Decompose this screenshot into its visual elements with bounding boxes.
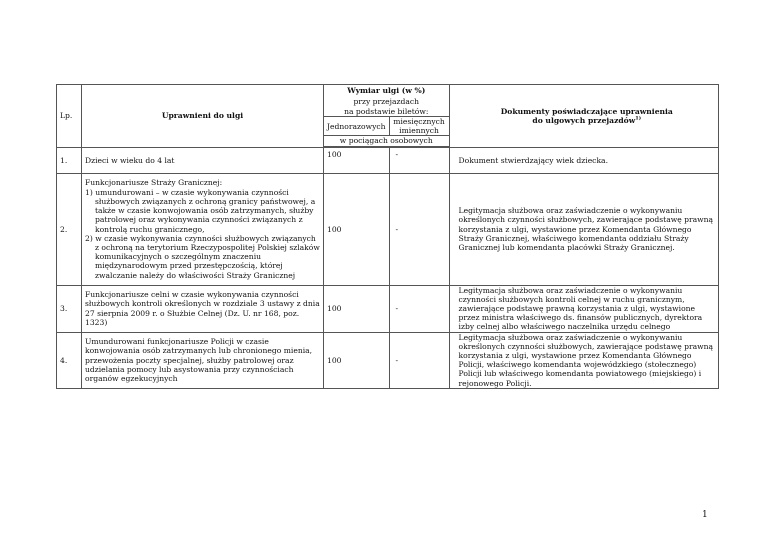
row-dokumenty: Legitymacja służbowa oraz zaświadczenie o wykonywaniu czynności służbowych kontroli celnej w ruchu granicznym, zawierające podstawę prawną korzystania z ulgi, wystawione przez ministra właściwego ds. finansów publicznych, dyrektora izby celnej albo właściwego naczelnika urzędu celnego	[456, 285, 719, 332]
header-dokumenty-line2	[459, 116, 716, 125]
table-row	[57, 147, 719, 173]
header-lp: Lp.	[57, 85, 82, 148]
footnote-mark: 1)	[635, 115, 642, 122]
header-jednorazowych: Jednorazowych	[324, 117, 390, 136]
row-jednorazowych: 100	[324, 147, 390, 173]
header-dokumenty-line1: Dokumenty poświadczające uprawnienia	[500, 106, 673, 116]
row-lp: 2.	[57, 173, 82, 285]
header-na-podstawie: na podstawie biletów:	[324, 107, 450, 117]
relief-table	[56, 84, 719, 389]
row-uprawnieni: Dzieci w wieku do 4 lat	[82, 147, 324, 173]
row-uprawnieni: Funkcjonariusze celni w czasie wykonywania czynności służbowych kontroli określonych w rozdziale 3 ustawy z dnia 27 sierpnia 2009 r. o Służbie Celnej (Dz. U. nr 168, poz. 1323)	[82, 285, 324, 332]
header-miesiecznych: miesięcznych imiennych	[389, 117, 449, 136]
row-lp: 3.	[57, 285, 82, 332]
row-miesiecznych: -	[389, 285, 449, 332]
table-row	[57, 285, 719, 332]
row-lp: 1.	[57, 147, 82, 173]
page-number: 1	[702, 510, 708, 520]
row-uprawnieni	[82, 173, 324, 285]
table-row	[57, 173, 719, 285]
header-dokumenty	[456, 85, 719, 148]
row-uprawnieni-intro: Funkcjonariusze Straży Granicznej:	[85, 178, 223, 188]
row-uprawnieni-p2: 2) w czasie wykonywania czynności służbowych związanych z ochroną na terytorium Rzeczypospolitej Polskiej szlaków komunikacyjnych o szczególnym znaczeniu międzynarodowym przed przestępczością, której zwalczanie należy do właściwości Straży Granicznej	[85, 233, 320, 280]
row-dokumenty: Dokument stwierdzający wiek dziecka.	[456, 147, 719, 173]
header-przy: przy przejazdach	[324, 97, 450, 107]
row-uprawnieni-p1: 1) umundurowani – w czasie wykonywania czynności służbowych związanych z ochroną granicy państwowej, a także w czasie konwojowania osób zatrzymanych, służby patrolowej oraz wykonywania czynności związanych z kontrolą ruchu granicznego,	[85, 187, 316, 234]
header-wymiar: Wymiar ulgi (w %)	[324, 85, 450, 97]
header-w-pociagach: w pociągach osobowych	[324, 136, 450, 146]
row-jednorazowych: 100	[324, 285, 390, 332]
row-lp: 4.	[57, 332, 82, 388]
row-uprawnieni: Umundurowani funkcjonariusze Policji w czasie konwojowania osób zatrzymanych lub chronionego mienia, przewożenia poczty specjalnej, służby patrolowej oraz udzielania pomocy lub asystowania przy czynnościach organów egzekucyjnych	[82, 332, 324, 388]
table-row	[57, 332, 719, 388]
row-jednorazowych: 100	[324, 173, 390, 285]
row-dokumenty: Legitymacja służbowa oraz zaświadczenie o wykonywaniu określonych czynności służbowych, zawierające podstawę prawną korzystania z ulgi, wystawione przez Komendanta Głównego Straży Granicznej, właściwego komendanta oddziału Straży Granicznej lub komendanta placówki Straży Granicznej.	[456, 173, 719, 285]
header-uprawnieni: Uprawnieni do ulgi	[82, 85, 324, 148]
row-miesiecznych: -	[389, 147, 449, 173]
row-miesiecznych: -	[389, 332, 449, 388]
header-do-ulgowych: do ulgowych przejazdów	[532, 115, 636, 125]
row-dokumenty: Legitymacja służbowa oraz zaświadczenie o wykonywaniu określonych czynności służbowych, zawierające podstawę prawną korzystania z ulgi, wystawione przez Komendanta Głównego Policji, właściwego komendanta wojewódzkiego (stołecznego) Policji lub właściwego komendanta powiatowego (miejskiego) i rejonowego Policji.	[456, 332, 719, 388]
row-miesiecznych: -	[389, 173, 449, 285]
row-jednorazowych: 100	[324, 332, 390, 388]
